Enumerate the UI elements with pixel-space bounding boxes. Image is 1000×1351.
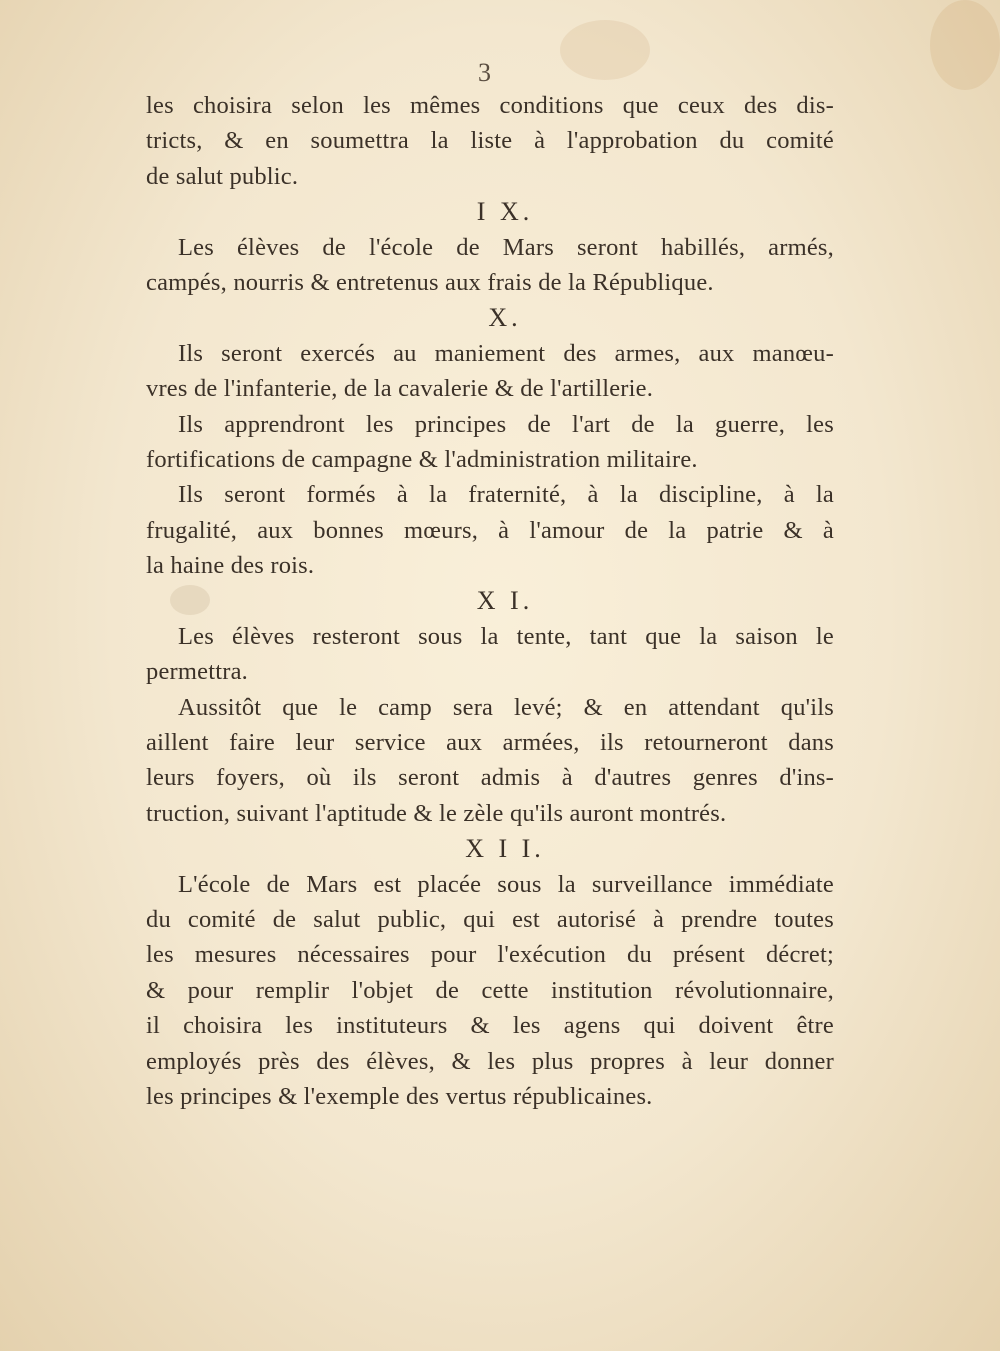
paper-stain-top: [560, 20, 650, 80]
text-line: permettra.: [146, 658, 248, 686]
text-line: campés, nourris & entretenus aux frais de la République.: [146, 268, 714, 296]
text-line: fortifications de campagne & l'administration militaire.: [146, 445, 698, 473]
text-line: Les élèves resteront sous la tente, tant que la saison le: [178, 622, 834, 650]
text-line: tricts, & en soumettra la liste à l'approbation du comité: [146, 127, 834, 155]
text-line: la haine des rois.: [146, 552, 315, 580]
text-line: Ils seront formés à la fraternité, à la discipline, à la: [178, 481, 834, 509]
text-line: du comité de salut public, qui est autorisé à prendre toutes: [146, 905, 834, 933]
text-line: il choisira les instituteurs & les agens qui doivent être: [146, 1012, 834, 1040]
article-heading: I X.: [476, 197, 534, 227]
text-line: les principes & l'exemple des vertus républicaines.: [146, 1082, 653, 1110]
text-line: employés près des élèves, & les plus propres à leur donner: [146, 1047, 834, 1075]
text-line: aillent faire leur service aux armées, ils retourneront dans: [146, 729, 834, 757]
text-line: L'école de Mars est placée sous la surveillance immédiate: [178, 870, 834, 898]
text-line: & pour remplir l'objet de cette institution révolutionnaire,: [146, 976, 834, 1004]
text-line: vres de l'infanterie, de la cavalerie & de l'artillerie.: [146, 375, 654, 403]
text-line: les choisira selon les mêmes conditions que ceux des dis-: [146, 92, 834, 119]
text-line: Ils seront exercés au maniement des armes, aux manœu-: [178, 339, 834, 367]
article-heading: X I I.: [465, 834, 545, 864]
page-number: 3: [478, 58, 491, 87]
text-line: de salut public.: [146, 162, 299, 190]
text-line: Ils apprendront les principes de l'art de la guerre, les: [178, 410, 834, 438]
text-line: truction, suivant l'aptitude & le zèle qu'ils auront montrés.: [146, 799, 727, 827]
text-line: Les élèves de l'école de Mars seront habillés, armés,: [178, 233, 834, 261]
text-line: les mesures nécessaires pour l'exécution du présent décret;: [146, 941, 834, 969]
text-line: Aussitôt que le camp sera levé; & en attendant qu'ils: [178, 693, 834, 721]
article-heading: X.: [488, 303, 522, 333]
article-heading: X I.: [476, 586, 534, 616]
paper-stain-corner: [930, 0, 1000, 90]
text-line: frugalité, aux bonnes mœurs, à l'amour de la patrie & à: [146, 516, 834, 544]
text-line: leurs foyers, où ils seront admis à d'autres genres d'ins-: [146, 764, 834, 792]
decree-text: [146, 88, 834, 1114]
